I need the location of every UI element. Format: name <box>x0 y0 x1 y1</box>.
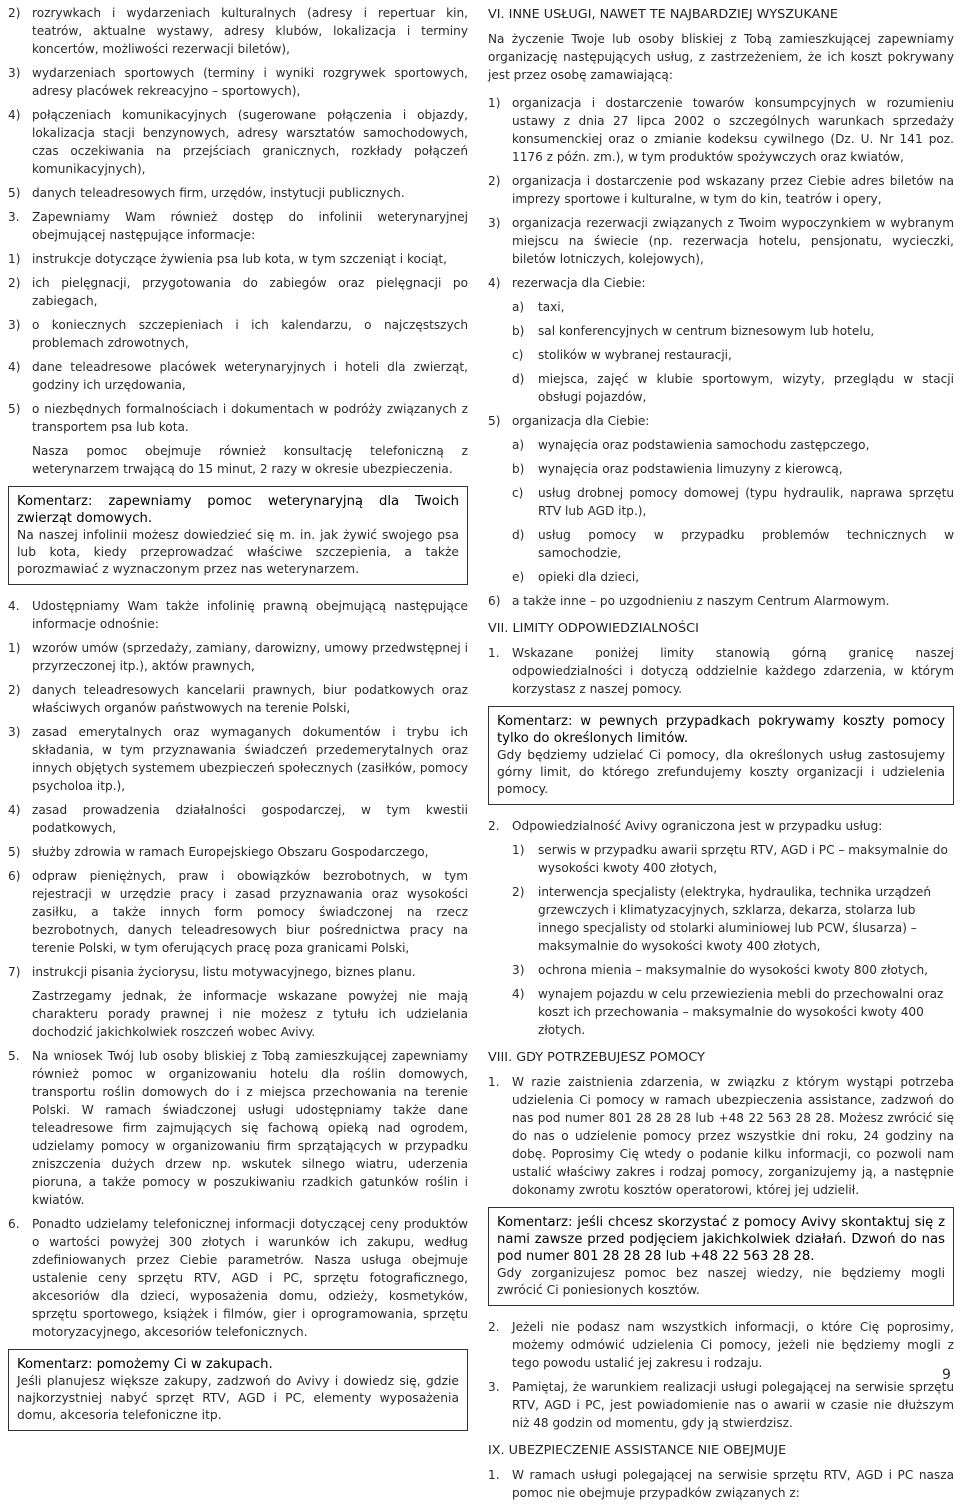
numbered-paragraph: 1. W razie zaistnienia zdarzenia, w związku z którym wystąpi potrzeba udzielenia Ci pomocy w ramach ubezpieczenia assistance, zadzwoń do nas pod numer 801 28 28 28 lub +48 22 563 28 28. Możesz zwrócić się do nas o udzielenie pomocy przez wszystkie dni roku, 24 godziny na dobę. Poprosimy Cię wtedy o podanie kilku informacji, co pozwoli nam ustalić właściwy zakres i rodzaj pomocy, zorganizujemy ją, a następnie dokonamy zwrotu kosztów operatorowi, której jej udzielił. <box>488 1075 954 1197</box>
list-item: 1) organizacja i dostarczenie towarów konsumpcyjnych w rozumieniu ustawy z dnia 27 lipca 2002 o szczególnych warunkach sprzedaży konsumenckiej oraz o zmianie kodeksu cywilnego (Dz. U. Nr 141 poz. 1176 z późn. zm.), w tym produktów spożywczych oraz kwiatów, <box>488 96 954 164</box>
numbered-paragraph: 3. Pamiętaj, że warunkiem realizacji usługi polegającej na serwisie sprzętu RTV, AGD i PC, jest powiadomienie nas o awarii w czasie nie dłuższym niż 48 godzin od momentu, gdy ją stwierdzisz. <box>488 1380 954 1430</box>
paragraph: Zastrzegamy jednak, że informacje wskazane powyżej nie mają charakteru porady prawnej i nie możesz z tytułu ich udzielania dochodzić jakichkolwiek roszczeń wobec Avivy. <box>32 989 468 1039</box>
list-item: 5) służby zdrowia w ramach Europejskiego Obszaru Gospodarczego, <box>8 845 429 859</box>
list-item: 3) ochrona mienia – maksymalnie do wysokości kwoty 800 złotych, <box>512 963 929 977</box>
paragraph: Nasza pomoc obejmuje również konsultację telefoniczną z weterynarzem trwającą do 15 minut, 2 razy w okresie ubezpieczenia. <box>32 444 468 476</box>
comment-body: Gdy będziemy udzielać Ci pomocy, dla określonych usług zastosujemy górny limit, do którego zrefundujemy koszty organizacji i udzielenia pomocy. <box>497 748 945 796</box>
section-title-viii: VIII. GDY POTRZEBUJESZ POMOCY <box>488 1050 705 1065</box>
comment-heading: Komentarz: zapewniamy pomoc weterynaryjną dla Twoich zwierząt domowych. <box>17 494 459 526</box>
list-item: 2) rozrywkach i wydarzeniach kulturalnych (adresy i repertuar kin, teatrów, aktualne wystawy, adresy klubów, lokalizacja i terminy koncertów, możliwości rezerwacji biletów), <box>8 6 468 56</box>
sub-item: b) wynajęcia oraz podstawienia limuzyny z kierowcą, <box>512 462 843 476</box>
section-title-vii: VII. LIMITY ODPOWIEDZIALNOŚCI <box>488 621 699 636</box>
comment-box <box>8 1349 468 1431</box>
section-title-vi: VI. INNE USŁUGI, NAWET TE NAJBARDZIEJ WYSZUKANE <box>488 7 838 22</box>
list-item: 4) połączeniach komunikacyjnych (sugerowane połączenia i objazdy, lokalizacja stacji benzynowych, adresy warsztatów samochodowych, czas oczekiwania na przejściach granicznych, rozkłady połączeń komunikacyjnych), <box>8 108 468 176</box>
list-item: 4) rezerwacja dla Ciebie: <box>488 276 646 290</box>
section-4: 4. Udostępniamy Wam także infolinię prawną obejmującą następujące informacje odnośnie: <box>8 599 468 631</box>
list-item: 6) a także inne – po uzgodnieniu z naszym Centrum Alarmowym. <box>488 594 890 608</box>
list-item: 7) instrukcji pisania życiorysu, listu motywacyjnego, biznes planu. <box>8 965 416 979</box>
sub-item: c) stolików w wybranej restauracji, <box>512 348 732 362</box>
sub-item: e) opieki dla dzieci, <box>512 570 640 584</box>
list-item: 2) organizacja i dostarczenie pod wskazany przez Ciebie adres biletów na imprezy sportowe i kulturalne, w tym do kin, teatrów i opery, <box>488 174 954 206</box>
list-item: 3) zasad emerytalnych oraz wymaganych dokumentów i trybu ich składania, w tym przyznawania świadczeń przedemerytalnych oraz innych objętych systemem ubezpieczeń społecznych (zasiłków, pomocy psycholoa itp.), <box>8 725 468 793</box>
list-item: 5) o niezbędnych formalnościach i dokumentach w podróży związanych z transportem psa lub kota. <box>8 402 468 434</box>
comment-body: Na naszej infolinii możesz dowiedzieć się m. in. jak żywić swojego psa lub kota, kiedy przeprowadzać właściwe szczepienia, a także porozmawiać z wyznaczonym przez nas weterynarzem. <box>17 528 459 576</box>
list-item: 2) interwencja specjalisty (elektryka, hydraulika, technika urządzeń grzewczych i klimatyzacyjnych, szklarza, dekarza, stolarza lub innego specjalisty od stolarki aluminiowej lub PCW, ślusarza) – maksymalnie do wysokości kwoty 400 złotych, <box>512 885 932 953</box>
right-column <box>488 0 954 1508</box>
list-item: 1) wzorów umów (sprzedaży, zamiany, darowizny, umowy przedwstępnej i przyrzeczonej itp.), aktów prawnych, <box>8 641 468 673</box>
comment-heading: Komentarz: pomożemy Ci w zakupach. <box>17 1357 273 1372</box>
section-3: 3. Zapewniamy Wam również dostęp do infolinii weterynaryjnej obejmującej następujące informacje: <box>8 210 468 242</box>
page-number: 9 <box>942 1367 951 1383</box>
list-item: 1) instrukcje dotyczące żywienia psa lub kota, w tym szczeniąt i kociąt, <box>8 252 447 266</box>
comment-body: Jeśli planujesz większe zakupy, zadzwoń do Avivy i dowiedz się, gdzie najkorzystniej nabyć sprzęt RTV, AGD i PC, elementy wyposażenia domu, akcesoria telefoniczne itp. <box>17 1374 459 1422</box>
list-item: 2) danych teleadresowych kancelarii prawnych, biur podatkowych oraz właściwych organów państwowych na terenie Polski, <box>8 683 468 715</box>
section-title-ix: IX. UBEZPIECZENIE ASSISTANCE NIE OBEJMUJE <box>488 1443 787 1458</box>
comment-heading: Komentarz: w pewnych przypadkach pokrywamy koszty pomocy tylko do określonych limitów. <box>497 714 945 746</box>
numbered-paragraph: 2. Odpowiedzialność Avivy ograniczona jest w przypadku usług: <box>488 819 883 833</box>
list-item: 1) serwis w przypadku awarii sprzętu RTV, AGD i PC – maksymalnie do wysokości kwoty 400 złotych, <box>512 843 948 875</box>
list-item: 4) dane teleadresowe placówek weterynaryjnych i hoteli dla zwierząt, godziny ich urzędowania, <box>8 360 468 392</box>
numbered-paragraph: 1. W ramach usługi polegającej na serwisie sprzętu RTV, AGD i PC nasza pomoc nie obejmuje przypadków związanych z: <box>488 1468 954 1500</box>
sub-item: a) wynajęcia oraz podstawienia samochodu zastępczego, <box>512 438 870 452</box>
list-item: 2) ich pielęgnacji, przygotowania do zabiegów oraz pielęgnacji po zabiegach, <box>8 276 468 308</box>
sub-item: b) sal konferencyjnych w centrum biznesowym lub hotelu, <box>512 324 875 338</box>
list-item: 5) organizacja dla Ciebie: <box>488 414 650 428</box>
comment-body: Gdy zorganizujesz pomoc bez naszej wiedzy, nie będziemy mogli zwrócić Ci poniesionych kosztów. <box>497 1266 945 1297</box>
paragraph: Na życzenie Twoje lub osoby bliskiej z Tobą zamieszkującej zapewniamy organizację następujących usług, z zastrzeżeniem, że ich koszt pokrywany jest przez osobę zamawiającą: <box>488 32 954 82</box>
list-item: 6) odpraw pieniężnych, praw i obowiązków bezrobotnych, w tym rejestracji w urzędzie pracy i zasad przyznawania oraz wysokości zasiłku, a także innych form pomocy świadczonej na rzecz bezrobotnych, danych teleadresowych biur pośrednictwa pracy na terenie Polski, w tym oferujących pracę poza granicami Polski, <box>8 869 468 955</box>
sub-item: c) usług drobnej pomocy domowej (typu hydraulik, naprawa sprzętu RTV lub AGD itp.), <box>512 486 954 518</box>
sub-item: a) taxi, <box>512 300 565 314</box>
comment-box <box>488 706 954 805</box>
list-item: 4) zasad prowadzenia działalności gospodarczej, w tym kwestii podatkowych, <box>8 803 468 835</box>
comment-box <box>8 486 468 585</box>
comment-box <box>488 1207 954 1306</box>
list-item: 3) wydarzeniach sportowych (terminy i wyniki rozgrywek sportowych, adresy placówek rekreacyjno – sportowych), <box>8 66 468 98</box>
numbered-paragraph: 2. Jeżeli nie podasz nam wszystkich informacji, o które Cię poprosimy, możemy odmówić udzielenia Ci pomocy, jeżeli nie będziemy mogli z tego powodu ustalić jej zakresu i rodzaju. <box>488 1320 954 1370</box>
section-5: 5. Na wniosek Twój lub osoby bliskiej z Tobą zamieszkującej zapewniamy również pomoc w organizowaniu hotelu dla roślin domowych, transportu roślin domowych do i z miejsca przechowania na terenie Polski. W ramach świadczonej usługi udostępniamy także dane teleadresowe firm zajmujących się fachową opieką nad ogrodem, udzielamy pomocy w organizowaniu firm sprzątających w przypadku zniszczenia dużych drzew np. wskutek silnego wiatru, uderzenia pioruna, a także pomocy w poszukiwaniu rzadkich gatunków roślin i kwiatów. <box>8 1049 468 1207</box>
list-item: 5) danych teleadresowych firm, urzędów, instytucji publicznych. <box>8 186 405 200</box>
list-item: 3) organizacja rezerwacji związanych z Twoim wypoczynkiem w wybranym miejscu na świecie (np. rezerwacja hotelu, pensjonatu, wycieczki, biletów lotniczych, kolejowych), <box>488 216 954 266</box>
sub-item: d) miejsca, zajęć w klubie sportowym, wizyty, przeglądu w stacji obsługi pojazdów, <box>512 372 954 404</box>
left-column <box>8 0 468 1443</box>
section-6: 6. Ponadto udzielamy telefonicznej informacji dotyczącej ceny produktów o wartości powyżej 300 złotych i warunków ich zakupu, według zdefiniowanych przez Ciebie parametrów. Nasza usługa obejmuje ustalenie ceny sprzętu RTV, AGD i PC, sprzętu fotograficznego, akcesoriów dla dzieci, wyposażenia domu, odzieży, kosmetyków, sprzętu sportowego, książek i filmów, gier i oprogramowania, sprzętu motoryzacyjnego, akcesoriów telefonicznych. <box>8 1217 468 1339</box>
list-item: 3) o koniecznych szczepieniach i ich kalendarzu, o najczęstszych problemach zdrowotnych, <box>8 318 468 350</box>
numbered-paragraph: 1. Wskazane poniżej limity stanowią górną granicę naszej odpowiedzialności i dotyczą oddzielnie każdego zdarzenia, w którym korzystasz z naszej pomocy. <box>488 646 954 696</box>
list-item: 4) wynajem pojazdu w celu przewiezienia mebli do przechowalni oraz koszt ich przechowania – maksymalnie do wysokości kwoty 400 złotych. <box>512 987 944 1037</box>
sub-item: d) usług pomocy w przypadku problemów technicznych w samochodzie, <box>512 528 954 560</box>
comment-heading: Komentarz: jeśli chcesz skorzystać z pomocy Avivy skontaktuj się z nami zawsze przed podjęciem jakichkolwiek działań. Dzwoń do nas pod numer 801 28 28 28 lub +48 22 563 28 28. <box>497 1215 945 1264</box>
